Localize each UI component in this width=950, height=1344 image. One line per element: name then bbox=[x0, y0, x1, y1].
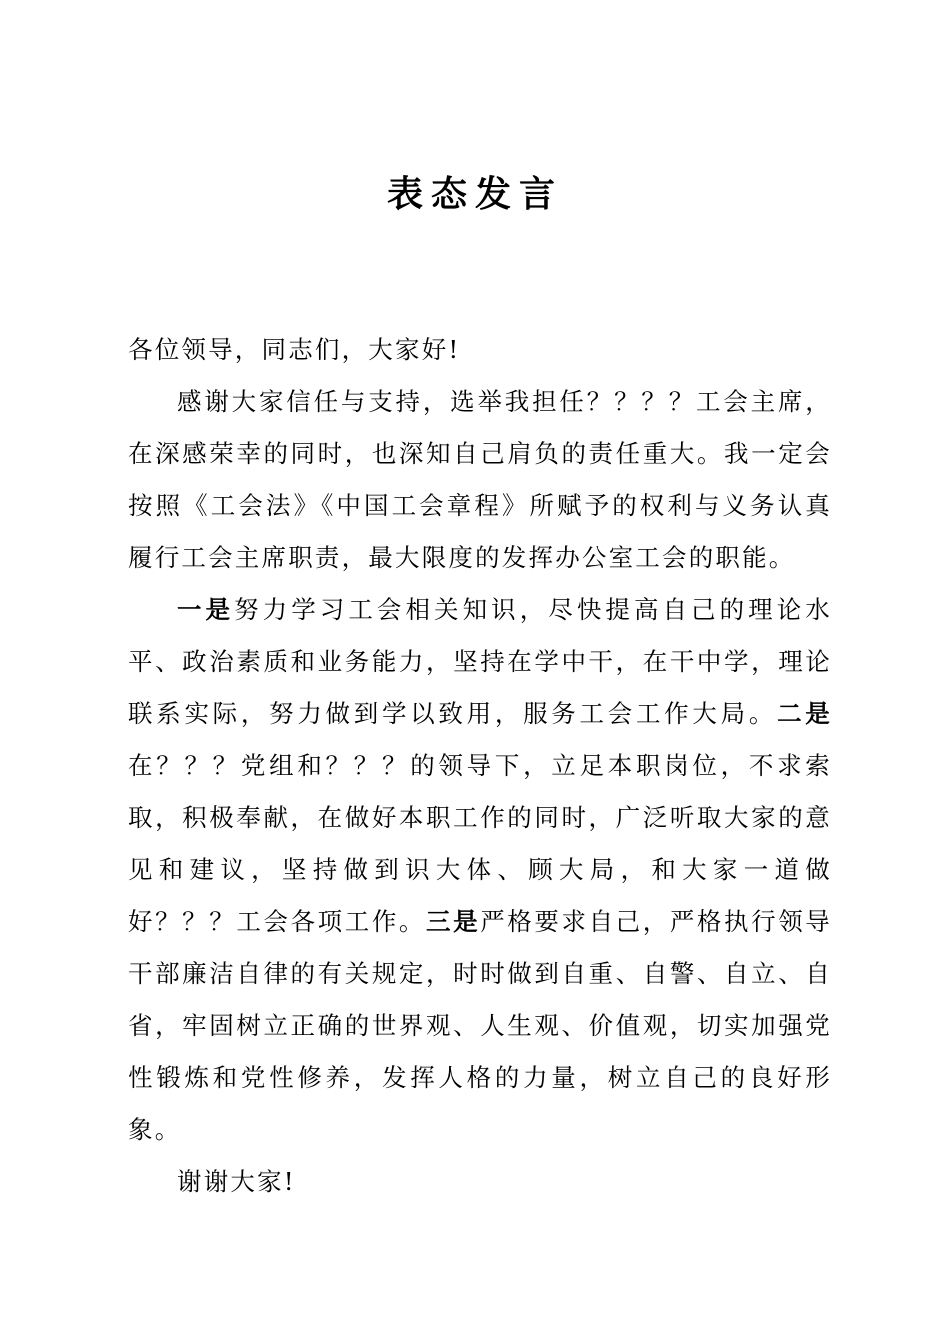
point-two-text: 在？？？党组和？？？的领导下，立足本职岗位，不求索取，积极奉献，在做好本职工作的同时，广泛听取大家的意见和建议，坚持做到识大体、顾大局，和大家一道做好？？？工会各项工作。 bbox=[128, 751, 832, 936]
point-two-label: 二是 bbox=[777, 699, 832, 728]
salutation: 各位领导，同志们，大家好! bbox=[128, 335, 461, 364]
point-three-text: 严格要求自己，严格执行领导干部廉洁自律的有关规定，时时做到自重、自警、自立、自省，牢固树立正确的世界观、人生观、价值观，切实加强党性锻炼和党性修养，发挥人格的力量，树立自己的良好形象。 bbox=[128, 907, 832, 1144]
paragraph-points bbox=[128, 584, 832, 1156]
point-one-label: 一是 bbox=[177, 595, 235, 624]
document-body bbox=[128, 324, 832, 1208]
document-title: 表态发言 bbox=[386, 173, 563, 215]
point-one-text: 努力学习工会相关知识，尽快提高自己的理论水平、政治素质和业务能力，坚持在学中干，在干中学，理论联系实际，努力做到学以致用，服务工会工作大局。 bbox=[128, 595, 832, 728]
paragraph-intro: 感谢大家信任与支持，选举我担任？？？？工会主席，在深感荣幸的同时，也深知自己肩负的责任重大。我一定会按照《工会法》《中国工会章程》所赋予的权利与义务认真履行工会主席职责，最大限度的发挥办公室工会的职能。 bbox=[128, 387, 832, 572]
point-three-label: 三是 bbox=[426, 907, 481, 936]
closing: 谢谢大家! bbox=[177, 1167, 296, 1196]
